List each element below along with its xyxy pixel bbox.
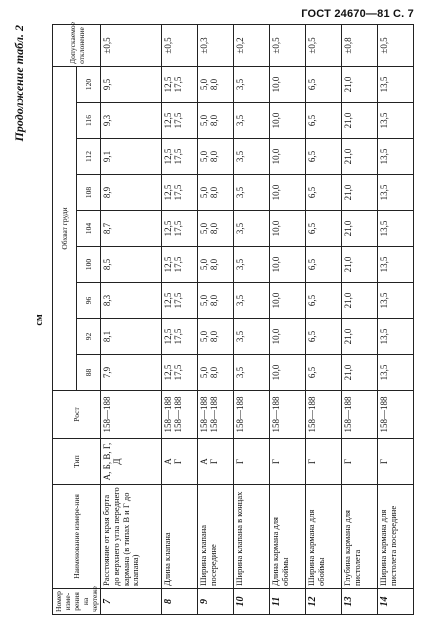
value-cell: 5,0 8,0 [198,175,234,211]
value-cell: 21,0 [342,175,378,211]
value-cell: 6,5 [306,66,342,102]
value-cell: 13,5 [378,175,414,211]
value-cell: 12,5 17,5 [162,283,198,319]
measure-number: 11 [270,589,306,615]
tolerance: ±0,2 [234,24,270,66]
value-cell: 10,0 [270,355,306,391]
measure-number: 7 [101,589,162,615]
measure-number: 8 [162,589,198,615]
value-cell: 12,5 17,5 [162,175,198,211]
unit-label: см [34,314,45,326]
measurements-table [52,21,414,615]
header-row [53,24,77,614]
header-girth-group: Обхват груди [53,66,77,390]
measure-name: Длина кармана для обоймы [270,485,306,589]
value-cell: 13,5 [378,66,414,102]
value-cell: 6,5 [306,319,342,355]
height-range: 158—188 [234,391,270,439]
measure-name: Ширина кармана для пистолета посередине [378,485,414,589]
header-name: Наименование измере-ния [53,485,101,589]
value-cell: 12,5 17,5 [162,103,198,139]
value-cell: 12,5 17,5 [162,66,198,102]
measure-name: Длина клапана [162,485,198,589]
measure-number: 9 [198,589,234,615]
value-cell: 12,5 17,5 [162,247,198,283]
value-cell: 13,5 [378,211,414,247]
value-cell: 8,3 [101,283,162,319]
value-cell: 8,5 [101,247,162,283]
value-cell: 5,0 8,0 [198,211,234,247]
value-cell: 6,5 [306,139,342,175]
measure-name: Ширина кармана для обоймы [306,485,342,589]
value-cell: 5,0 8,0 [198,103,234,139]
value-cell: 3,5 [234,355,270,391]
value-cell: 8,7 [101,211,162,247]
height-range: 158—188 [342,391,378,439]
value-cell: 21,0 [342,283,378,319]
tolerance: ±0,5 [306,24,342,66]
table-row [306,24,342,614]
value-cell: 13,5 [378,139,414,175]
value-cell: 6,5 [306,355,342,391]
table-row [342,24,378,614]
value-cell: 3,5 [234,175,270,211]
garment-type: Г [306,439,342,485]
measure-number: 14 [378,589,414,615]
value-cell: 21,0 [342,319,378,355]
value-cell: 13,5 [378,247,414,283]
header-girth-96: 96 [77,283,101,319]
height-range: 158—188 [378,391,414,439]
header-tolerance: Допускаемое отклонение [53,24,101,66]
garment-type: А Г [162,439,198,485]
tolerance: ±0,3 [198,24,234,66]
value-cell: 6,5 [306,103,342,139]
value-cell: 12,5 17,5 [162,319,198,355]
table-row [270,24,306,614]
value-cell: 5,0 8,0 [198,139,234,175]
value-cell: 21,0 [342,247,378,283]
header-girth-88: 88 [77,355,101,391]
value-cell: 3,5 [234,103,270,139]
tolerance: ±0,5 [270,24,306,66]
value-cell: 8,1 [101,319,162,355]
value-cell: 6,5 [306,247,342,283]
value-cell: 5,0 8,0 [198,247,234,283]
table-row [101,24,162,614]
tolerance: ±0,5 [101,24,162,66]
value-cell: 12,5 17,5 [162,139,198,175]
value-cell: 9,3 [101,103,162,139]
value-cell: 6,5 [306,175,342,211]
table-row [162,24,198,614]
value-cell: 13,5 [378,283,414,319]
header-girth-104: 104 [77,211,101,247]
value-cell: 21,0 [342,355,378,391]
value-cell: 12,5 17,5 [162,211,198,247]
header-girth-92: 92 [77,319,101,355]
table-continuation-caption: Продолжение табл. 2 [12,25,26,142]
value-cell: 5,0 8,0 [198,66,234,102]
value-cell: 6,5 [306,211,342,247]
value-cell: 10,0 [270,103,306,139]
tolerance: ±0,5 [378,24,414,66]
garment-type: Г [234,439,270,485]
value-cell: 8,9 [101,175,162,211]
tolerance: ±0,5 [162,24,198,66]
header-num: Номер изме-рения на чертеже [53,589,101,615]
value-cell: 10,0 [270,319,306,355]
value-cell: 10,0 [270,139,306,175]
garment-type: А Г [198,439,234,485]
value-cell: 3,5 [234,211,270,247]
value-cell: 9,1 [101,139,162,175]
value-cell: 10,0 [270,211,306,247]
tolerance: ±0,8 [342,24,378,66]
measure-number: 12 [306,589,342,615]
value-cell: 10,0 [270,66,306,102]
header-height: Рост [53,391,101,439]
page-header: ГОСТ 24670—81 С. 7 [301,8,414,20]
measure-number: 13 [342,589,378,615]
measure-number: 10 [234,589,270,615]
value-cell: 5,0 8,0 [198,319,234,355]
value-cell: 9,5 [101,66,162,102]
value-cell: 21,0 [342,103,378,139]
garment-type: А, Б, В, Г, Д [101,439,162,485]
table-row [198,24,234,614]
table-row [378,24,414,614]
height-range: 158—188 158—188 [198,391,234,439]
height-range: 158—188 [101,391,162,439]
value-cell: 6,5 [306,283,342,319]
measure-name: Расстояние от края борта до верхнего угла переднего кармана (в типах В и Г до клапана) [101,485,162,589]
value-cell: 21,0 [342,211,378,247]
height-range: 158—188 [306,391,342,439]
header-girth-112: 112 [77,139,101,175]
value-cell: 10,0 [270,175,306,211]
value-cell: 3,5 [234,139,270,175]
value-cell: 13,5 [378,103,414,139]
value-cell: 7,9 [101,355,162,391]
value-cell: 21,0 [342,66,378,102]
garment-type: Г [270,439,306,485]
value-cell: 3,5 [234,66,270,102]
value-cell: 5,0 8,0 [198,283,234,319]
header-type: Тип [53,439,101,485]
garment-type: Г [342,439,378,485]
value-cell: 13,5 [378,319,414,355]
value-cell: 13,5 [378,355,414,391]
value-cell: 3,5 [234,283,270,319]
value-cell: 21,0 [342,139,378,175]
height-range: 158—188 [270,391,306,439]
rotated-page [12,21,398,615]
header-girth-108: 108 [77,175,101,211]
height-range: 158—188 158—188 [162,391,198,439]
header-girth-100: 100 [77,247,101,283]
value-cell: 3,5 [234,319,270,355]
value-cell: 12,5 17,5 [162,355,198,391]
value-cell: 10,0 [270,283,306,319]
garment-type: Г [378,439,414,485]
value-cell: 5,0 8,0 [198,355,234,391]
header-girth-116: 116 [77,103,101,139]
value-cell: 3,5 [234,247,270,283]
measure-name: Глубина кармана для пистолета [342,485,378,589]
table-row [234,24,270,614]
header-girth-120: 120 [77,66,101,102]
value-cell: 10,0 [270,247,306,283]
measure-name: Ширина клапана в концах [234,485,270,589]
measure-name: Ширина клапана посередине [198,485,234,589]
